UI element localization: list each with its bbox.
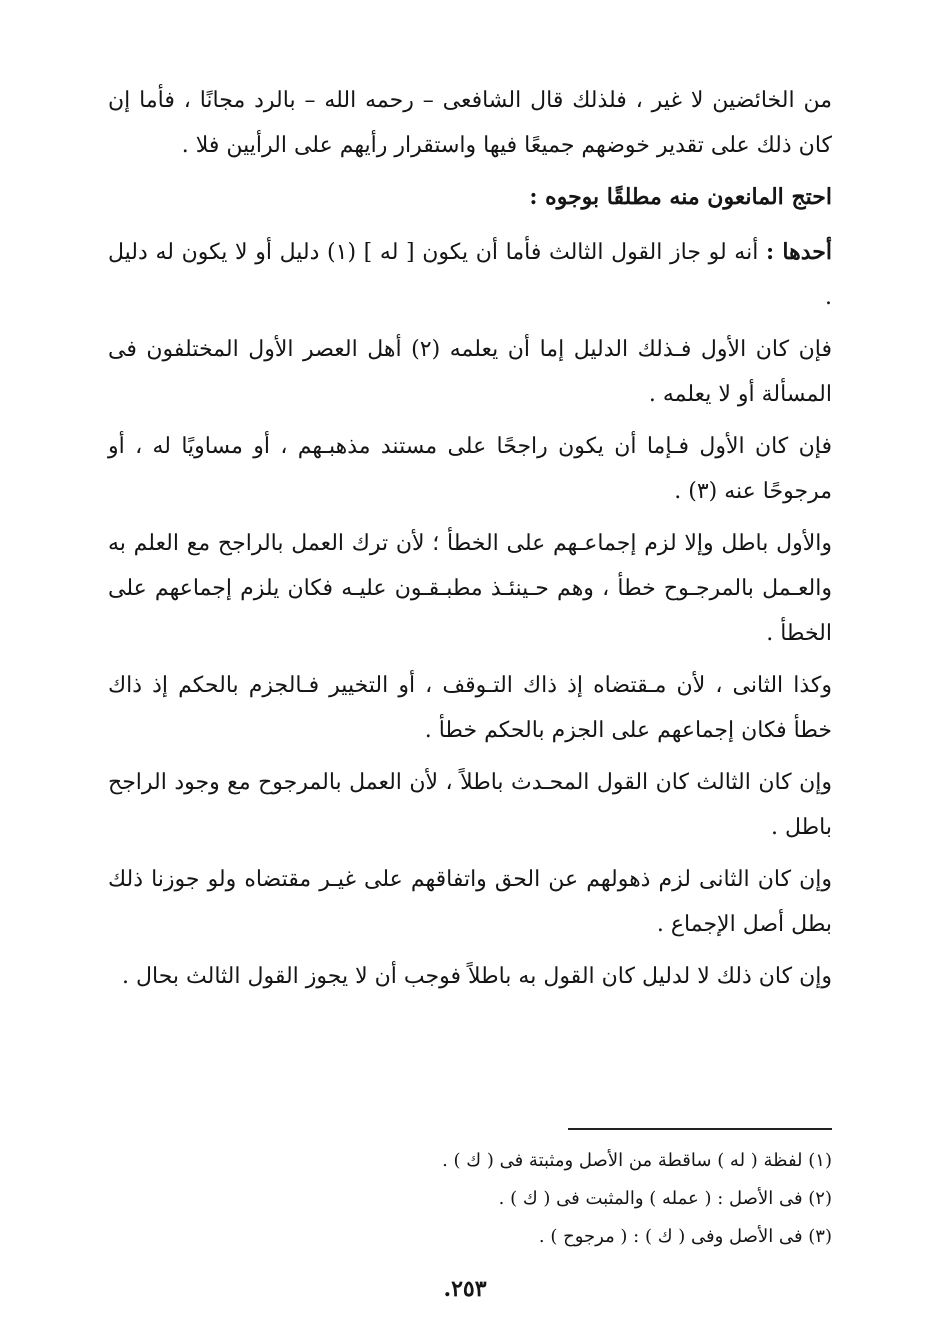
section-heading: احتج المانعون منه مطلقًا بوجوه : [529, 184, 832, 210]
paragraph-5: والأول باطل وإلا لزم إجماعـهم على الخطأ ؛ لأن ترك العمل بالراجح مع العلم به والعـمل بالمرجـوح خطأ ، وهم حـينئـذ مطبـقـون عليـه فكان يلزم إجماعهم على الخطأ . [108, 531, 832, 646]
paragraph-7: وإن كان الثالث كان القول المحـدث باطلاً ، لأن العمل بالمرجوح مع وجود الراجح باطل . [108, 770, 832, 840]
paragraph-2 [108, 230, 832, 320]
footnote-2: (٢) فى الأصل : ( عمله ) والمثبت فى ( ك ) . [498, 1188, 832, 1209]
page-number: ٢٥٣. [443, 1276, 487, 1302]
footnotes [300, 1142, 832, 1256]
paragraph-2-text: أنه لو جاز القول الثالث فأما أن يكون [ له ] (١) دليل أو لا يكون له دليل . [108, 240, 832, 310]
main-text [108, 78, 832, 1006]
footnote-separator [568, 1128, 832, 1130]
footnote-3: (٣) فى الأصل وفى ( ك ) : ( مرجوح ) . [538, 1226, 832, 1247]
paragraph-9: وإن كان ذلك لا لدليل كان القول به باطلاً فوجب أن لا يجوز القول الثالث بحال . [122, 964, 832, 989]
paragraph-8: وإن كان الثانى لزم ذهولهم عن الحق واتفاقهم على غيـر مقتضاه ولو جوزنا ذلك بطل أصل الإجماع . [108, 867, 832, 937]
paragraph-2-lead: أحدها : [766, 239, 832, 265]
paragraph-4: فإن كان الأول فـإما أن يكون راجحًا على مستند مذهبـهم ، أو مساويًا له ، أو مرجوحًا عنه (٣) . [108, 434, 832, 504]
paragraph-3: فإن كان الأول فـذلك الدليل إما أن يعلمه (٢) أهل العصر الأول المختلفون فى المسألة أو لا يعلمه . [108, 337, 832, 407]
footnote-1: (١) لفظة ( له ) ساقطة من الأصل ومثبتة فى ( ك ) . [442, 1150, 832, 1171]
paragraph-6: وكذا الثانى ، لأن مـقتضاه إذ ذاك التـوقف ، أو التخيير فـالجزم بالحكم إذ ذاك خطأ فكان إجماعهم على الجزم بالحكم خطأ . [108, 673, 832, 743]
paragraph-1: من الخائضين لا غير ، فلذلك قال الشافعى – رحمه الله – بالرد مجانًا ، فأما إن كان ذلك على تقدير خوضهم جميعًا فيها واستقرار رأيهم على الرأيين فلا . [108, 88, 832, 158]
